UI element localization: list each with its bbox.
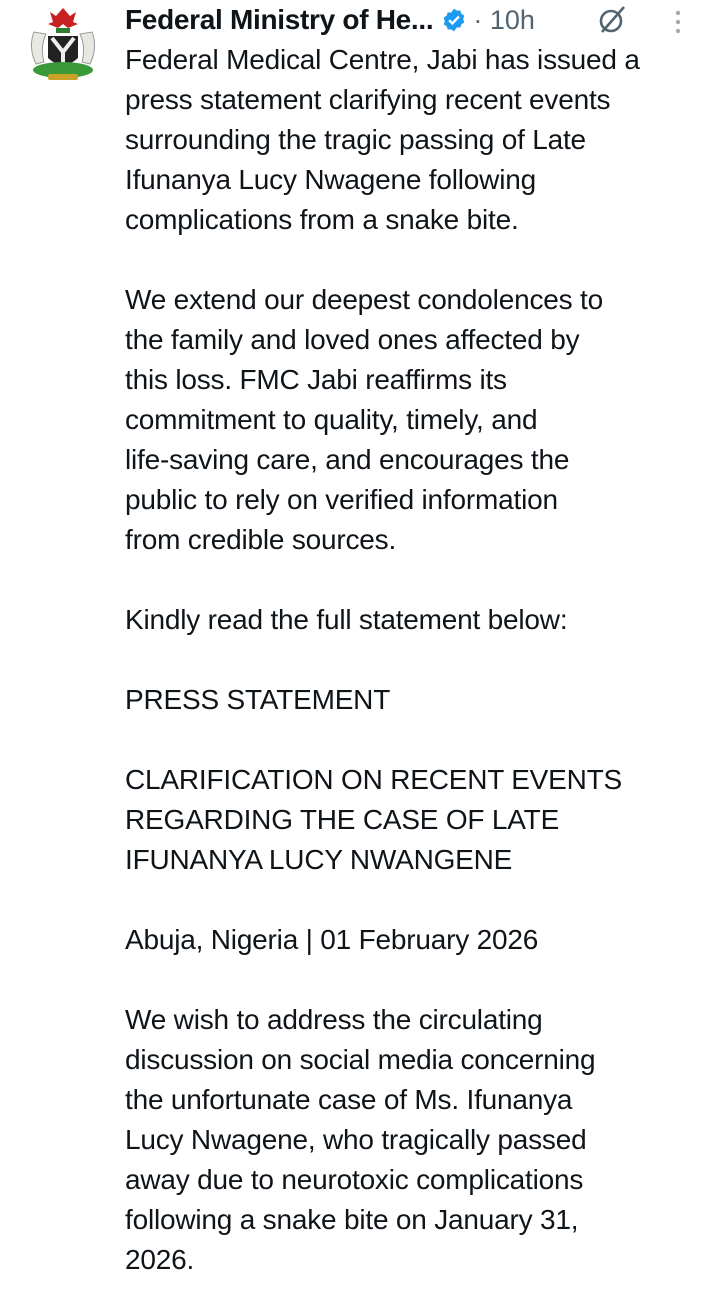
text-line: We wish to address the circulating: [125, 1004, 543, 1035]
text-line: this loss. FMC Jabi reaffirms its: [125, 364, 507, 395]
text-line: REGARDING THE CASE OF LATE: [125, 804, 560, 835]
text-line: 2026.: [125, 1244, 195, 1275]
paragraph-gap: [125, 960, 640, 1000]
more-vertical-icon[interactable]: [670, 8, 686, 36]
text-line: Ifunanya Lucy Nwagene following: [125, 164, 536, 195]
paragraph: [125, 1000, 640, 1280]
paragraph: [125, 600, 640, 640]
paragraph-gap: [125, 240, 640, 280]
text-line: away due to neurotoxic complications: [125, 1164, 584, 1195]
verified-badge-icon: [441, 7, 467, 33]
text-line: We extend our deepest condolences to: [125, 284, 603, 315]
paragraph: [125, 40, 640, 240]
text-line: CLARIFICATION ON RECENT EVENTS: [125, 764, 623, 795]
paragraph-gap: [125, 640, 640, 680]
text-line: discussion on social media concerning: [125, 1044, 596, 1075]
post-text: [125, 40, 640, 1280]
paragraph: [125, 920, 640, 960]
text-line: the unfortunate case of Ms. Ifunanya: [125, 1084, 573, 1115]
text-line: commitment to quality, timely, and: [125, 404, 538, 435]
post-header: [125, 2, 535, 38]
text-line: the family and loved ones affected by: [125, 324, 580, 355]
text-line: PRESS STATEMENT: [125, 684, 391, 715]
post-time[interactable]: · 10h: [473, 4, 535, 35]
text-line: IFUNANYA LUCY NWANGENE: [125, 844, 513, 875]
text-line: from credible sources.: [125, 524, 397, 555]
text-line: Kindly read the full statement below:: [125, 604, 568, 635]
text-line: Federal Medical Centre, Jabi has issued a: [125, 44, 640, 75]
text-line: life-saving care, and encourages the: [125, 444, 570, 475]
text-line: press statement clarifying recent events: [125, 84, 611, 115]
text-line: Lucy Nwagene, who tragically passed: [125, 1124, 587, 1155]
paragraph-gap: [125, 880, 640, 920]
paragraph: [125, 680, 640, 720]
text-line: Abuja, Nigeria | 01 February 2026: [125, 924, 539, 955]
paragraph-gap: [125, 560, 640, 600]
paragraph: [125, 760, 640, 880]
text-line: surrounding the tragic passing of Late: [125, 124, 586, 155]
text-line: public to rely on verified information: [125, 484, 558, 515]
paragraph-gap: [125, 720, 640, 760]
grok-icon[interactable]: [596, 4, 628, 36]
author-name[interactable]: Federal Ministry of He...: [125, 4, 434, 35]
text-line: complications from a snake bite.: [125, 204, 519, 235]
avatar[interactable]: [20, 2, 106, 88]
paragraph: [125, 280, 640, 560]
text-line: following a snake bite on January 31,: [125, 1204, 579, 1235]
